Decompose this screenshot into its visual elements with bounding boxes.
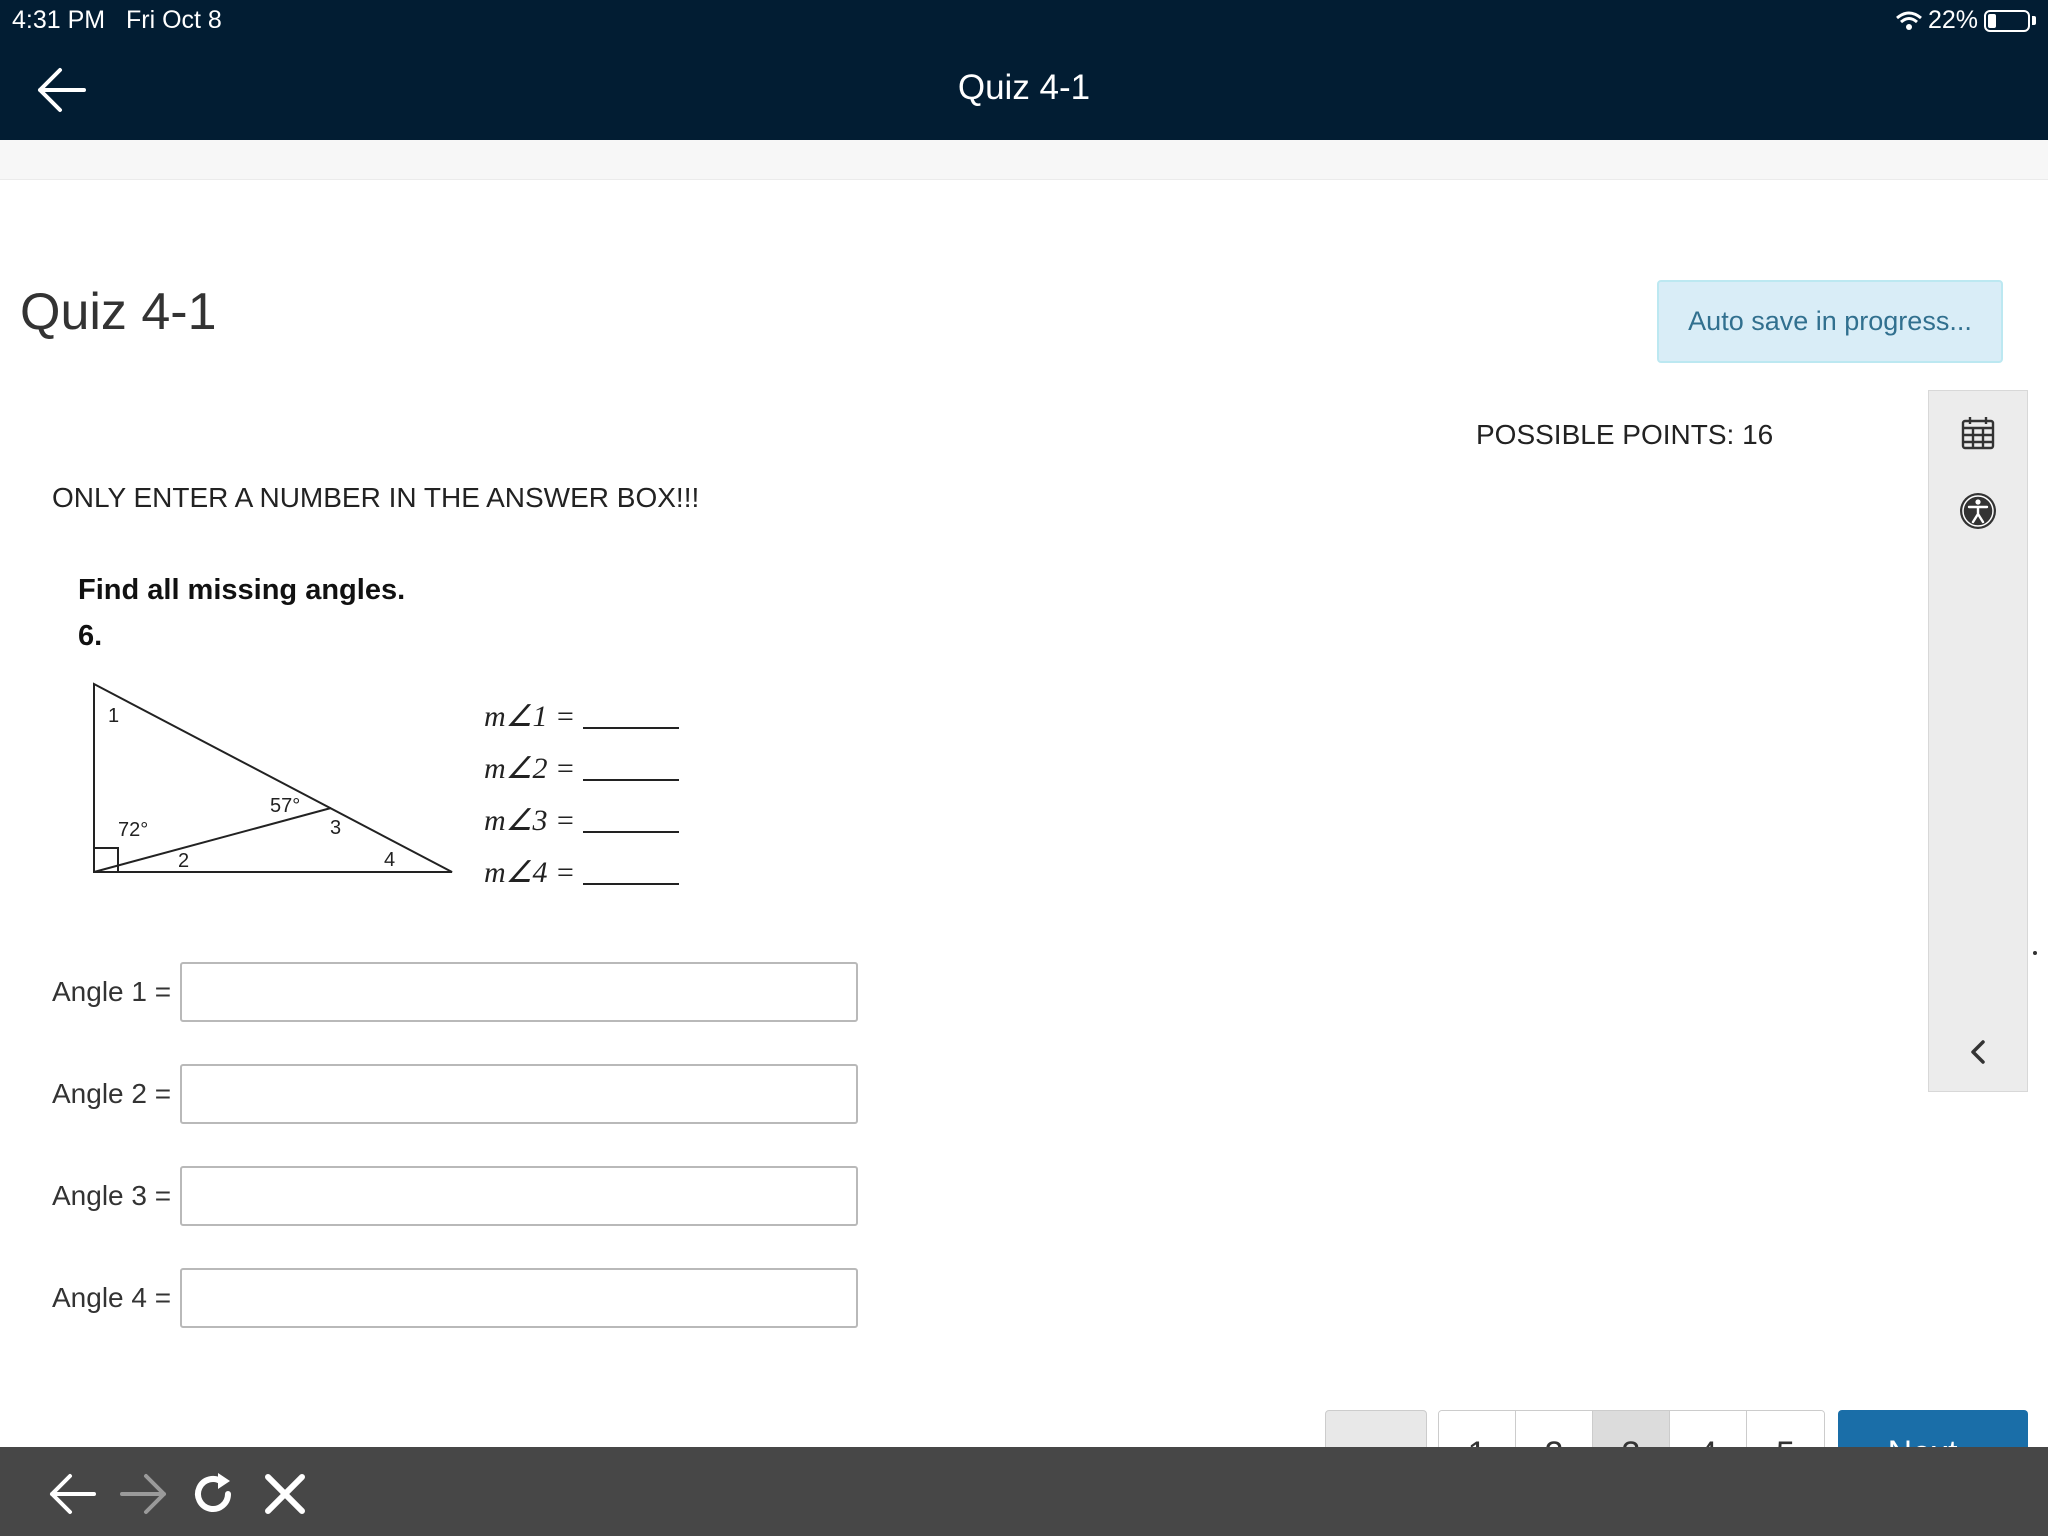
back-arrow-icon	[48, 1469, 98, 1519]
equation-row	[484, 742, 679, 794]
forward-arrow-icon	[118, 1469, 168, 1519]
calendar-icon	[1961, 416, 1995, 450]
top-header	[0, 0, 2048, 140]
angle-1-input[interactable]	[180, 962, 858, 1022]
equation-row	[484, 846, 679, 898]
browser-forward-button[interactable]	[118, 1469, 168, 1519]
answer-row-4	[52, 1268, 858, 1328]
problem-heading: Find all missing angles.	[78, 574, 406, 606]
reload-icon	[188, 1469, 238, 1519]
blank-line	[583, 807, 679, 833]
outer-triangle	[94, 684, 452, 872]
close-icon	[260, 1469, 310, 1519]
problem-number: 6.	[78, 620, 103, 652]
browser-back-button[interactable]	[48, 1469, 98, 1519]
page-title: Quiz 4-1	[20, 283, 217, 341]
battery-icon	[1984, 10, 2030, 32]
equation-label: m∠4 =	[484, 855, 576, 889]
instruction-text: ONLY ENTER A NUMBER IN THE ANSWER BOX!!!	[52, 482, 700, 513]
browser-bottom-bar	[0, 1447, 2048, 1536]
angle-57-label: 57°	[270, 795, 301, 817]
equation-row	[484, 794, 679, 846]
browser-reload-button[interactable]	[188, 1469, 238, 1519]
answer-label-1: Angle 1 =	[52, 976, 172, 1007]
equation-row	[484, 690, 679, 742]
sub-header-bar	[0, 140, 2048, 180]
angle-2-label: 2	[178, 850, 190, 872]
angle-3-label: 3	[330, 817, 342, 839]
accessibility-icon	[1958, 491, 1998, 531]
status-date: Fri Oct 8	[126, 6, 222, 34]
blank-line	[583, 755, 679, 781]
battery-percent: 22%	[1927, 6, 1978, 34]
status-time: 4:31 PM	[12, 6, 106, 34]
collapse-panel-button[interactable]	[1928, 1017, 2028, 1087]
angle-equations	[484, 690, 679, 898]
angle-1-label: 1	[108, 705, 120, 727]
answer-row-3	[52, 1166, 858, 1226]
angle-4-label: 4	[384, 849, 396, 871]
equation-label: m∠3 =	[484, 803, 576, 837]
blank-line	[583, 859, 679, 885]
browser-close-button[interactable]	[260, 1469, 310, 1519]
autosave-status: Auto save in progress...	[1657, 280, 2003, 363]
equation-label: m∠1 =	[484, 699, 576, 733]
answer-row-1	[52, 962, 858, 1022]
blank-line	[583, 703, 679, 729]
angle-4-input[interactable]	[180, 1268, 858, 1328]
equation-label: m∠2 =	[484, 751, 576, 785]
header-title: Quiz 4-1	[957, 68, 1091, 107]
possible-points: POSSIBLE POINTS: 16	[1476, 419, 1774, 450]
angle-2-input[interactable]	[180, 1064, 858, 1124]
chevron-left-icon	[1968, 1039, 1988, 1065]
triangle-figure	[86, 672, 466, 882]
answer-row-2	[52, 1064, 858, 1124]
answer-label-2: Angle 2 =	[52, 1078, 172, 1109]
answer-label-3: Angle 3 =	[52, 1180, 172, 1211]
accessibility-button[interactable]	[1928, 476, 2028, 546]
status-indicators	[1896, 6, 2036, 35]
side-dot	[2033, 951, 2037, 955]
angle-72-label: 72°	[118, 819, 149, 841]
answer-label-4: Angle 4 =	[52, 1282, 172, 1313]
angle-3-input[interactable]	[180, 1166, 858, 1226]
calendar-button[interactable]	[1928, 398, 2028, 468]
wifi-icon	[1896, 11, 1922, 31]
